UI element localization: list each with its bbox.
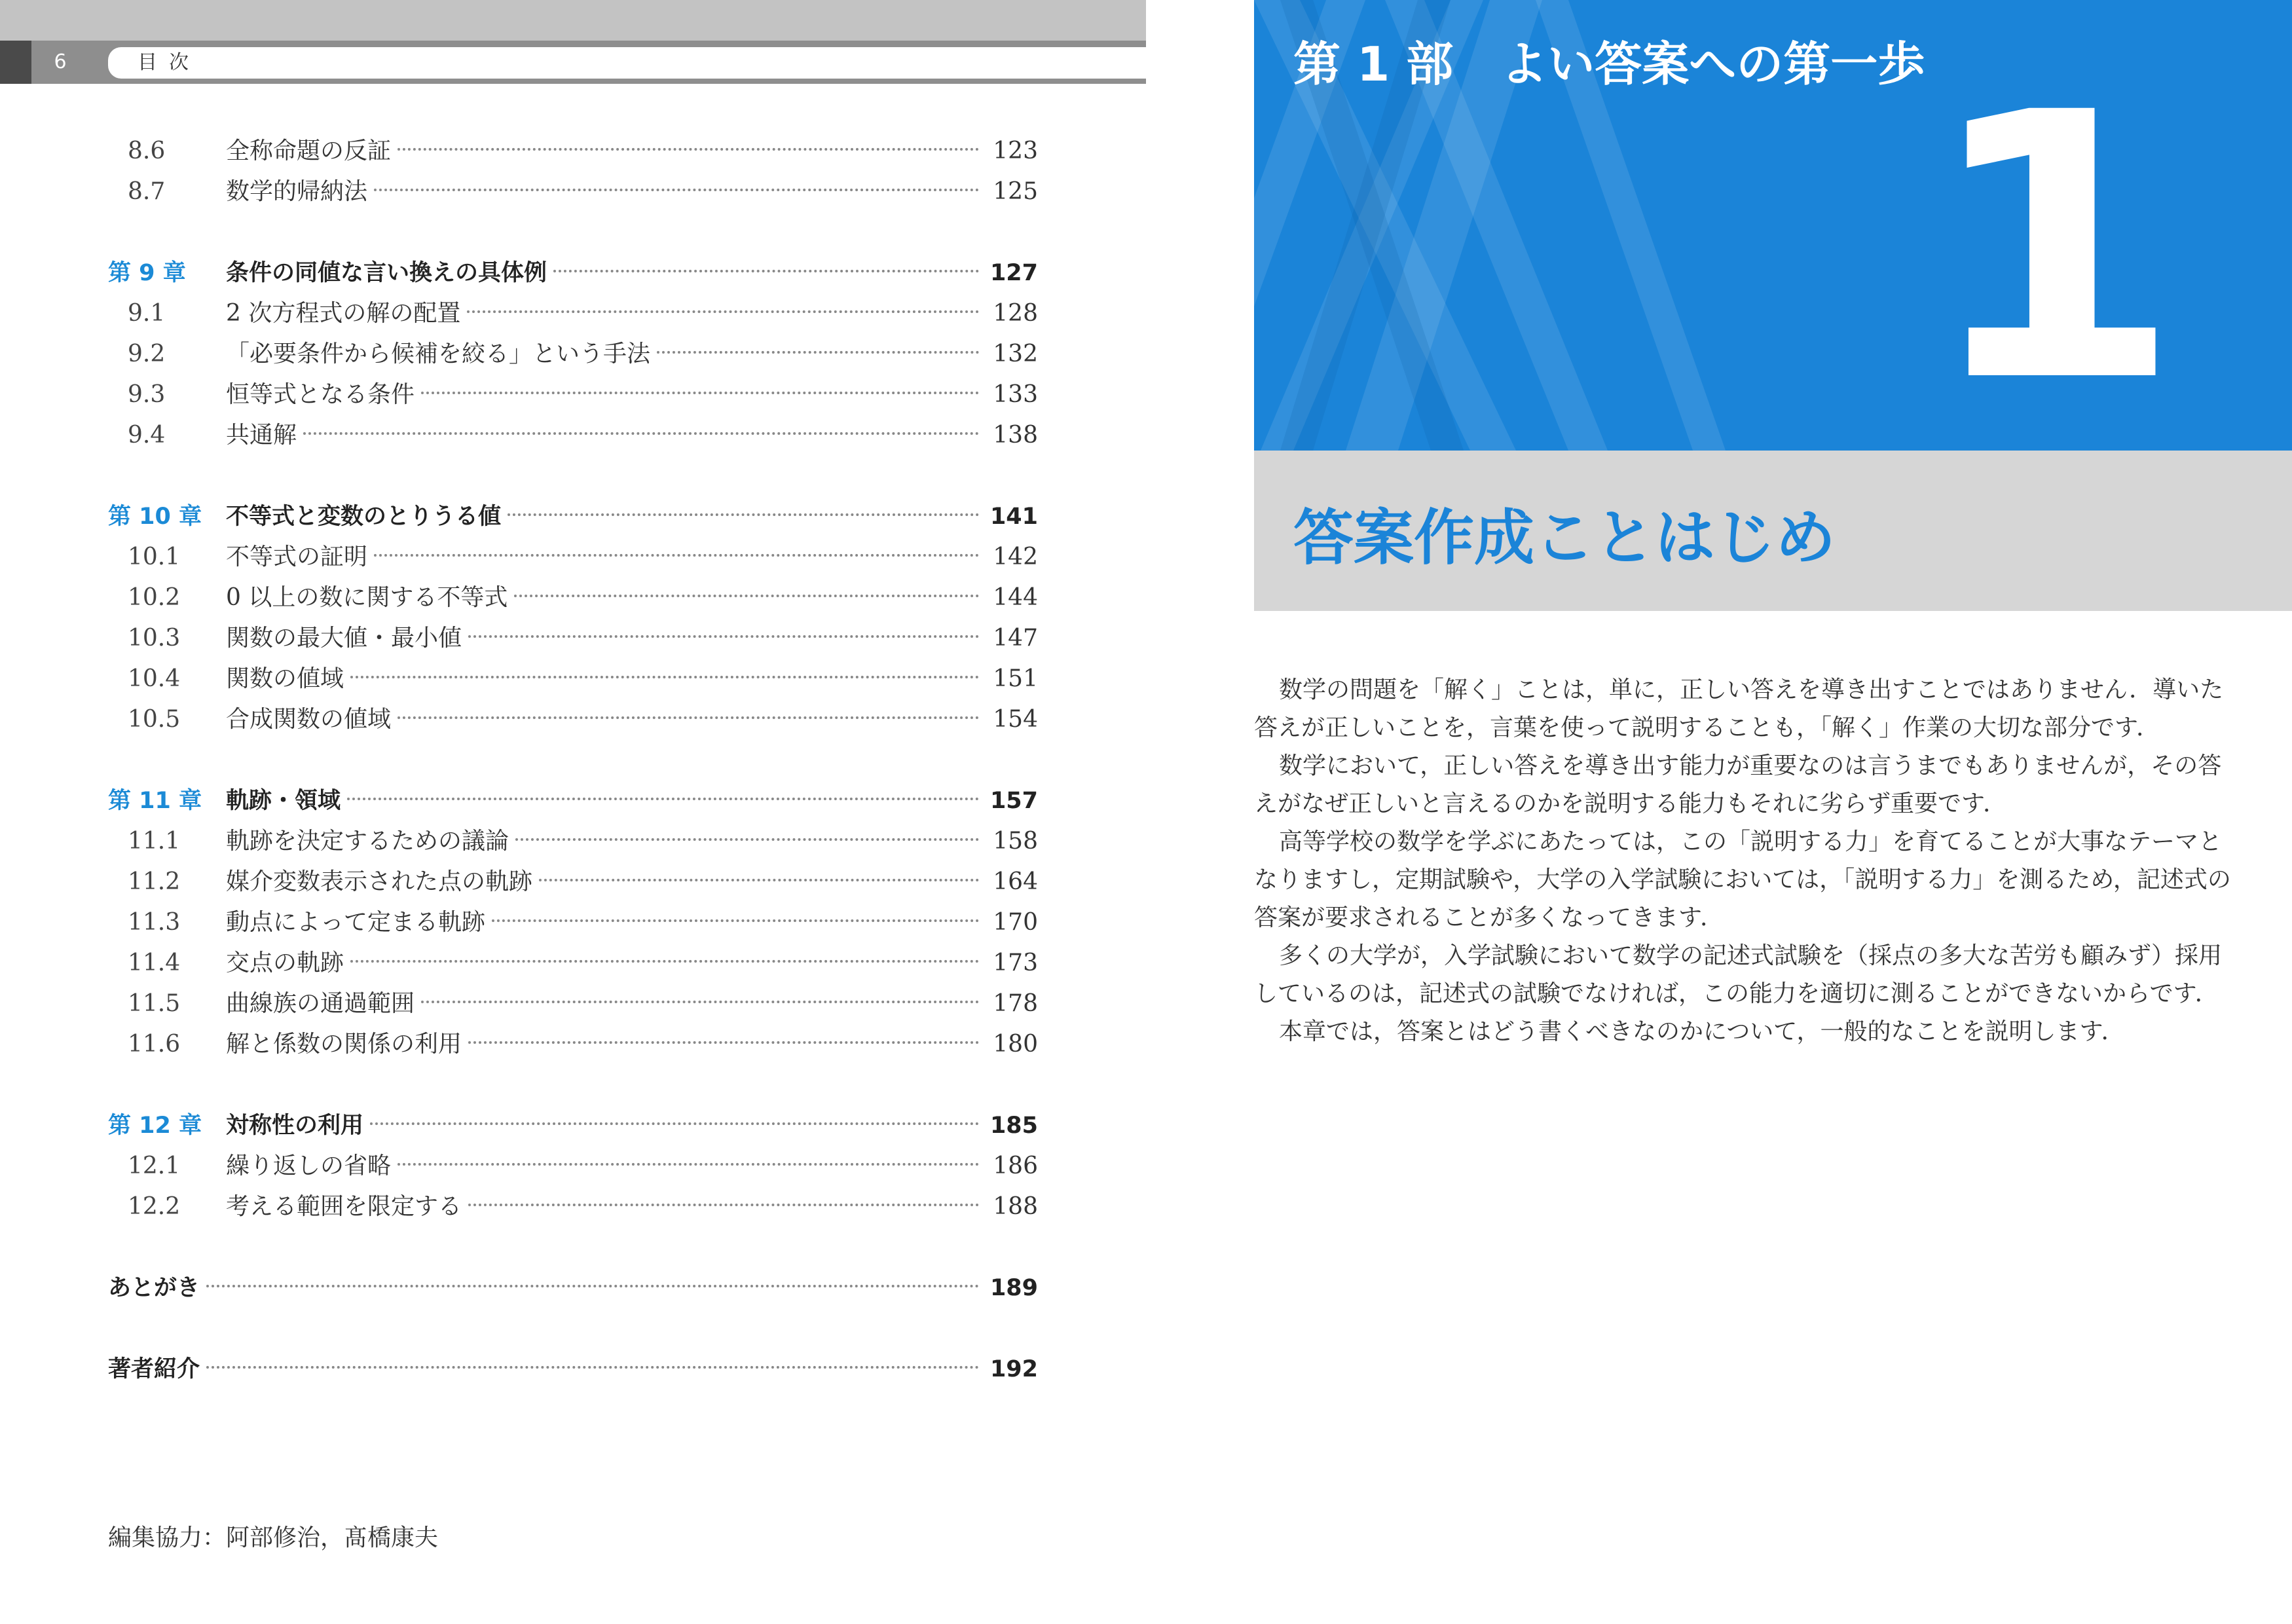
chapter-intro (1254, 671, 2236, 1051)
toc-entry-page: 128 (993, 300, 1038, 327)
toc-chapter-entry (108, 1105, 1038, 1146)
toc-entry-title: 共通解 (226, 422, 297, 449)
toc-entry-number: 9.2 (128, 341, 166, 367)
toc-entry-page: 180 (993, 1031, 1038, 1058)
toc-section-entry (108, 659, 1038, 699)
toc-entry-number: 11.4 (128, 950, 181, 976)
toc-leader-dots (657, 351, 979, 354)
toc-section-entry (108, 1024, 1038, 1065)
toc-entry-number: 10.4 (128, 665, 181, 692)
toc-entry-page: 141 (989, 504, 1038, 530)
toc-leader-dots (374, 189, 979, 191)
intro-paragraph: 数学の問題を「解く」ことは，単に，正しい答えを導き出すことではありません．導いた答えが正しいことを，言葉を使って説明することも，「解く」作業の大切な部分です． (1254, 676, 2224, 741)
toc-leader-dots (397, 148, 979, 151)
toc-section-entry (108, 943, 1038, 984)
toc-entry-number: 12.2 (128, 1193, 181, 1220)
toc-entry-number: 9.4 (128, 422, 166, 449)
toc-entry-page: 170 (993, 909, 1038, 936)
toc-entry-title: 動点によって定まる軌跡 (226, 909, 486, 936)
intro-paragraph: 数学において，正しい答えを導き出す能力が重要なのは言うまでもありませんが，その答えがなぜ正しいと言えるのかを説明する能力もそれに劣らず重要です． (1254, 752, 2222, 817)
toc-entry-number: 9.3 (128, 381, 166, 408)
toc-backmatter-entry (108, 1349, 1038, 1390)
toc-spacer (108, 212, 1038, 253)
toc-entry-number: 10.2 (128, 584, 181, 611)
toc-spacer (108, 740, 1038, 781)
toc-leader-dots (514, 595, 979, 597)
toc-section-entry (108, 334, 1038, 375)
toc-entry-title: 不等式と変数のとりうる値 (226, 504, 502, 530)
page-number: 6 (54, 50, 67, 73)
toc-entry-page: 138 (993, 422, 1038, 449)
toc-entry-page: 192 (989, 1356, 1038, 1382)
toc-entry-title: 曲線族の通過範囲 (226, 990, 415, 1017)
toc-leader-dots (370, 1122, 979, 1125)
toc-entry-title: 合成関数の値域 (226, 706, 392, 733)
toc-leader-dots (350, 676, 979, 678)
toc-entry-page: 133 (993, 381, 1038, 408)
toc-entry-title: 数学的帰納法 (226, 178, 368, 205)
toc-entry-title: 「必要条件から候補を絞る」という手法 (226, 341, 651, 367)
toc-leader-dots (515, 838, 979, 841)
toc-entry-title: 対称性の利用 (226, 1113, 364, 1139)
toc-section-entry (108, 984, 1038, 1024)
toc-entry-title: 軌跡を決定するための議論 (226, 828, 509, 855)
toc-section-entry (108, 1187, 1038, 1227)
toc-section-entry (108, 578, 1038, 618)
toc-entry-title: 関数の最大値・最小値 (226, 625, 462, 652)
toc-leader-dots (508, 513, 979, 516)
toc-section-entry (108, 537, 1038, 578)
toc-entry-number: 8.7 (128, 178, 166, 205)
toc-leader-dots (206, 1366, 979, 1369)
header-top-strip (0, 0, 1146, 41)
toc-section-entry (108, 293, 1038, 334)
toc-section-entry (108, 172, 1038, 212)
toc-entry-page: 144 (993, 584, 1038, 611)
toc-entry-number: 10.1 (128, 544, 181, 570)
table-of-contents (108, 131, 1038, 1390)
toc-entry-page: 132 (993, 341, 1038, 367)
toc-entry-title: 不等式の証明 (226, 544, 368, 570)
toc-section-entry (108, 375, 1038, 415)
toc-section-entry (108, 1146, 1038, 1187)
toc-entry-number: 11.6 (128, 1031, 181, 1058)
toc-entry-page: 164 (993, 868, 1038, 895)
toc-entry-page: 127 (989, 260, 1038, 286)
toc-leader-dots (553, 270, 979, 272)
toc-chapter-entry (108, 781, 1038, 821)
toc-entry-title: 繰り返しの省略 (226, 1153, 392, 1179)
toc-section-entry (108, 415, 1038, 456)
toc-section-entry (108, 699, 1038, 740)
toc-leader-dots (468, 1041, 979, 1044)
toc-entry-number: 第 10 章 (108, 504, 202, 530)
toc-leader-dots (468, 635, 979, 638)
toc-entry-number: 第 11 章 (108, 788, 202, 814)
toc-entry-page: 154 (993, 706, 1038, 733)
toc-leader-dots (421, 1001, 979, 1003)
toc-entry-title: 0 以上の数に関する不等式 (226, 584, 508, 611)
toc-entry-title: 全称命題の反証 (226, 138, 392, 164)
toc-entry-title: 著者紹介 (108, 1356, 200, 1382)
toc-entry-title: 条件の同値な言い換えの具体例 (226, 260, 547, 286)
chapter-number: 1 (1925, 35, 2181, 451)
intro-paragraph: 高等学校の数学を学ぶにあたっては，この「説明する力」を育てることが大事なテーマとなりますし，定期試験や，大学の入学試験においては，「説明する力」を測るため，記述式の答案が要求されることが多くなってきます． (1254, 828, 2231, 931)
toc-entry-page: 173 (993, 950, 1038, 976)
toc-entry-title: 2 次方程式の解の配置 (226, 300, 461, 327)
part-title: 第 1 部 よい答案への第一歩 (1293, 37, 1925, 92)
editorial-credits: 編集協力：阿部修治，髙橋康夫 (108, 1524, 439, 1551)
toc-entry-title: 軌跡・領域 (226, 788, 341, 814)
toc-entry-number: 10.5 (128, 706, 181, 733)
toc-entry-page: 185 (989, 1113, 1038, 1139)
toc-section-entry (108, 131, 1038, 172)
toc-entry-title: 解と係数の関係の利用 (226, 1031, 462, 1058)
toc-spacer (108, 456, 1038, 496)
toc-chapter-entry (108, 496, 1038, 537)
toc-leader-dots (303, 432, 979, 435)
part-banner (1254, 0, 2292, 451)
toc-backmatter-entry (108, 1268, 1038, 1308)
running-title: 目次 (138, 51, 200, 74)
toc-entry-title: あとがき (108, 1275, 200, 1301)
header-tab (0, 41, 31, 84)
toc-entry-page: 158 (993, 828, 1038, 855)
chapter-title-band (1254, 451, 2292, 611)
toc-entry-number: 11.5 (128, 990, 181, 1017)
toc-entry-page: 147 (993, 625, 1038, 652)
toc-entry-page: 186 (993, 1153, 1038, 1179)
toc-entry-page: 142 (993, 544, 1038, 570)
intro-paragraph: 本章では，答案とはどう書くべきなのかについて，一般的なことを説明します． (1279, 1018, 2125, 1045)
toc-section-entry (108, 902, 1038, 943)
toc-entry-title: 恒等式となる条件 (226, 381, 415, 408)
toc-entry-page: 151 (993, 665, 1038, 692)
toc-leader-dots (347, 798, 979, 800)
toc-leader-dots (397, 1163, 979, 1166)
toc-spacer (108, 1308, 1038, 1349)
toc-spacer (108, 1065, 1038, 1105)
toc-section-entry (108, 618, 1038, 659)
toc-leader-dots (539, 879, 979, 881)
toc-entry-title: 考える範囲を限定する (226, 1193, 462, 1220)
toc-section-entry (108, 821, 1038, 862)
toc-section-entry (108, 862, 1038, 902)
toc-leader-dots (467, 310, 979, 313)
toc-entry-number: 10.3 (128, 625, 181, 652)
toc-entry-number: 11.2 (128, 868, 181, 895)
toc-entry-title: 交点の軌跡 (226, 950, 344, 976)
toc-entry-page: 189 (989, 1275, 1038, 1301)
toc-chapter-entry (108, 253, 1038, 293)
toc-entry-number: 第 12 章 (108, 1113, 202, 1139)
toc-leader-dots (350, 960, 979, 963)
toc-entry-page: 125 (993, 178, 1038, 205)
toc-entry-number: 8.6 (128, 138, 166, 164)
header-label-box (108, 47, 1146, 79)
chapter-title: 答案作成ことはじめ (1293, 503, 1836, 573)
toc-spacer (108, 1227, 1038, 1268)
toc-entry-title: 媒介変数表示された点の軌跡 (226, 868, 533, 895)
toc-leader-dots (374, 554, 979, 557)
toc-entry-page: 178 (993, 990, 1038, 1017)
toc-entry-number: 12.1 (128, 1153, 181, 1179)
toc-leader-dots (397, 716, 979, 719)
toc-entry-number: 11.3 (128, 909, 181, 936)
toc-entry-number: 9.1 (128, 300, 166, 327)
toc-leader-dots (421, 392, 979, 394)
toc-entry-page: 157 (989, 788, 1038, 814)
toc-entry-title: 関数の値域 (226, 665, 344, 692)
toc-leader-dots (492, 919, 979, 922)
toc-leader-dots (206, 1285, 979, 1287)
toc-leader-dots (468, 1204, 979, 1206)
toc-entry-number: 第 9 章 (108, 260, 186, 286)
intro-paragraph: 多くの大学が，入学試験において数学の記述式試験を（採点の多大な苦労も顧みず）採用しているのは，記述式の試験でなければ，この能力を適切に測ることができないからです． (1254, 942, 2223, 1007)
right-page (1146, 0, 2292, 1624)
toc-entry-page: 188 (993, 1193, 1038, 1220)
toc-entry-number: 11.1 (128, 828, 181, 855)
toc-entry-page: 123 (993, 138, 1038, 164)
